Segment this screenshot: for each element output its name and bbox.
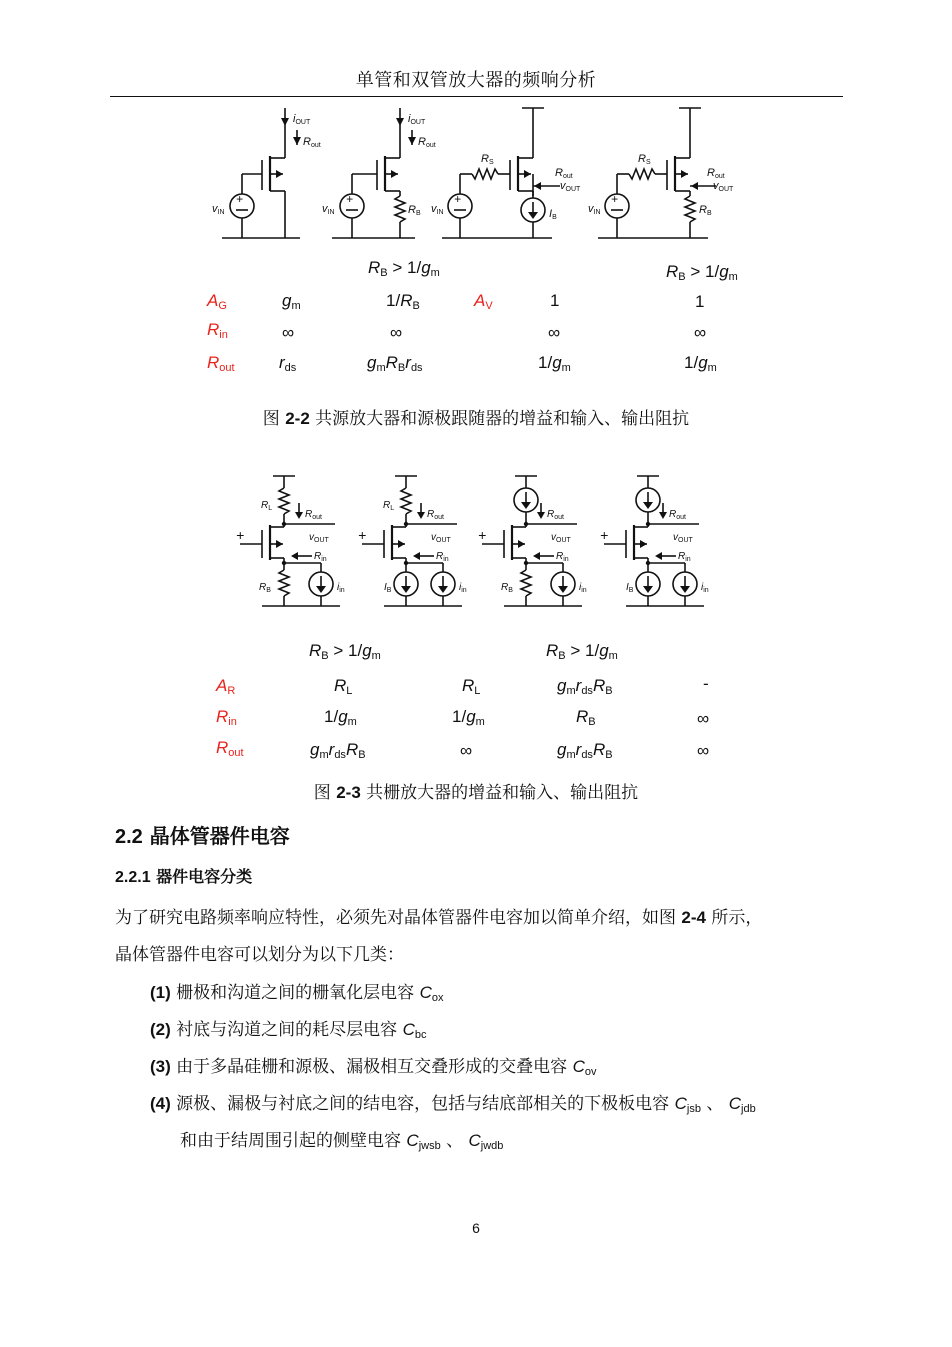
cg-circuit-1 bbox=[236, 476, 345, 606]
fig23-rin-c1: $1/g_m$ bbox=[324, 707, 357, 728]
svg-text:+: + bbox=[358, 527, 367, 543]
fig22-rin-c2: ∞ bbox=[390, 323, 403, 342]
svg-text:vOUT: $v_{OUT}$ bbox=[551, 532, 571, 544]
svg-text:IB: IB bbox=[549, 208, 557, 221]
fig22-rin-c3: ∞ bbox=[548, 323, 561, 342]
svg-text:vOUT: $v_{OUT}$ bbox=[673, 532, 693, 544]
svg-text:Rout: Rout bbox=[418, 136, 436, 149]
svg-text:+: + bbox=[346, 192, 354, 206]
fig22-ag-c3: 1 bbox=[550, 291, 560, 310]
svg-text:+: + bbox=[600, 527, 609, 543]
svg-text:iin: $i_{in}$ bbox=[701, 582, 709, 594]
cg-circuit-3 bbox=[478, 476, 587, 606]
sf-circuit-2 bbox=[588, 108, 734, 238]
fig23-ar-c2: $R_L$ bbox=[462, 676, 481, 697]
svg-text:vOUT: $v_{OUT}$ bbox=[309, 532, 329, 544]
fig23-rout-c1: $g_mr_{ds}R_B$ bbox=[310, 740, 366, 761]
svg-text:Rin: $R_{in}$ bbox=[678, 551, 691, 563]
svg-text:RL: $R_L$ bbox=[261, 500, 273, 512]
figure-2-2-caption: 图 2-2 共源放大器和源极跟随器的增益和输入、输出阻抗 bbox=[262, 409, 690, 429]
svg-text:+: + bbox=[478, 527, 487, 543]
fig22-rout-c3: $1/g_m$ bbox=[538, 353, 571, 374]
fig22-ag-c1: $g_m$ bbox=[282, 291, 301, 312]
svg-text:iin: $i_{in}$ bbox=[459, 582, 467, 594]
svg-text:Rin: $R_{in}$ bbox=[314, 551, 327, 563]
fig22-rout-c4: $1/g_m$ bbox=[684, 353, 717, 374]
sf-circuit-1 bbox=[431, 108, 581, 238]
svg-text:vIN: vIN bbox=[588, 203, 601, 216]
fig23-ar-c1: $R_L$ bbox=[334, 676, 353, 697]
svg-text:Rin: $R_{in}$ bbox=[556, 551, 569, 563]
fig23-row-label-ar: $A_R$ bbox=[216, 676, 236, 697]
svg-text:IB: $I_B$ bbox=[626, 582, 634, 594]
svg-text:Rin: $R_{in}$ bbox=[436, 551, 449, 563]
figure-2-3-caption: 图 2-3 共栅放大器的增益和输入、输出阻抗 bbox=[313, 783, 639, 803]
svg-text:Rout: Rout bbox=[303, 136, 321, 149]
svg-text:RB: $R_B$ bbox=[501, 582, 513, 594]
fig23-rout-c2: ∞ bbox=[460, 741, 473, 760]
svg-text:vOUT: vOUT bbox=[713, 180, 734, 193]
fig23-rin-c3: $R_B$ bbox=[576, 707, 596, 728]
svg-text:+: + bbox=[236, 192, 244, 206]
svg-text:iOUT: iOUT bbox=[408, 113, 426, 126]
svg-text:vIN: vIN bbox=[431, 203, 444, 216]
fig23-rout-c3: $g_mr_{ds}R_B$ bbox=[557, 740, 613, 761]
list-item-2: (2) 衬底与沟道之间的耗尽层电容 $C_{bc}$ bbox=[150, 1020, 427, 1041]
fig23-condition-col1: $R_B > 1/g_m$ bbox=[309, 641, 381, 662]
figure-2-3-circuits bbox=[0, 470, 952, 615]
list-item-1: (1) 栅极和沟道之间的栅氧化层电容 $C_{ox}$ bbox=[150, 983, 444, 1004]
svg-text:Rout: $R_{out}$ bbox=[427, 509, 444, 521]
svg-text:RB: RB bbox=[408, 204, 421, 217]
svg-text:Rout: $R_{out}$ bbox=[305, 509, 322, 521]
subsection-heading: 2.2.1 器件电容分类 bbox=[115, 867, 253, 886]
svg-text:iin: $i_{in}$ bbox=[337, 582, 345, 594]
cs-circuit-2 bbox=[322, 108, 436, 238]
svg-text:vIN: vIN bbox=[322, 203, 335, 216]
svg-text:RS: RS bbox=[638, 153, 651, 166]
fig22-rout-c1: $r_{ds}$ bbox=[279, 353, 297, 374]
header-rule bbox=[110, 96, 843, 97]
svg-text:+: + bbox=[454, 192, 462, 206]
svg-text:Rout: Rout bbox=[555, 167, 573, 180]
svg-text:Rout: Rout bbox=[707, 167, 725, 180]
svg-text:vIN: vIN bbox=[212, 203, 225, 216]
cg-circuit-2 bbox=[358, 476, 467, 606]
fig23-ar-c3: $g_mr_{ds}R_B$ bbox=[557, 676, 613, 697]
list-item-3: (3) 由于多晶硅栅和源极、漏极相互交叠形成的交叠电容 $C_{ov}$ bbox=[150, 1057, 597, 1078]
cs-circuit-1 bbox=[212, 108, 321, 238]
svg-text:Rout: $R_{out}$ bbox=[669, 509, 686, 521]
svg-text:Rout: $R_{out}$ bbox=[547, 509, 564, 521]
fig23-row-label-rout: $R_{out}$ bbox=[216, 738, 244, 759]
fig22-rin-c1: ∞ bbox=[282, 323, 295, 342]
list-item-4: (4) 源极、漏极与衬底之间的结电容，包括与结底部相关的下极板电容 $C_{jsb}$ 、 $C_{jdb}$ bbox=[150, 1094, 756, 1115]
fig23-rin-c2: $1/g_m$ bbox=[452, 707, 485, 728]
fig23-ar-c4: - bbox=[703, 674, 709, 693]
fig23-condition-col3: $R_B > 1/g_m$ bbox=[546, 641, 618, 662]
fig22-condition-col4: $R_B > 1/g_m$ bbox=[666, 262, 738, 283]
fig22-rin-c4: ∞ bbox=[694, 323, 707, 342]
svg-text:RB: $R_B$ bbox=[259, 582, 271, 594]
fig22-ag-c4: 1 bbox=[695, 292, 705, 311]
fig22-condition-col2: $R_B > 1/g_m$ bbox=[368, 258, 440, 279]
fig22-row-label-ag: $A_G$ bbox=[207, 291, 227, 312]
svg-text:RL: $R_L$ bbox=[383, 500, 395, 512]
list-item-4-continuation: 和由于结周围引起的侧壁电容 $C_{jwsb}$ 、 $C_{jwdb}$ bbox=[180, 1131, 504, 1152]
fig23-rin-c4: ∞ bbox=[697, 709, 710, 728]
fig22-row-label-av: $A_V$ bbox=[474, 291, 493, 312]
fig22-rout-c2: $g_mR_Br_{ds}$ bbox=[367, 353, 423, 374]
svg-text:vOUT: vOUT bbox=[560, 180, 581, 193]
intro-line-2: 晶体管器件电容可以划分为以下几类： bbox=[115, 945, 404, 965]
fig22-row-label-rin: $R_{in}$ bbox=[207, 320, 228, 341]
intro-line-1: 为了研究电路频率响应特性，必须先对晶体管器件电容加以简单介绍，如图 2-4 所示， bbox=[115, 908, 763, 928]
fig22-row-label-rout: $R_{out}$ bbox=[207, 353, 235, 374]
fig23-row-label-rin: $R_{in}$ bbox=[216, 707, 237, 728]
running-header: 单管和双管放大器的频响分析 bbox=[355, 70, 597, 91]
svg-text:vOUT: $v_{OUT}$ bbox=[431, 532, 451, 544]
svg-text:iin: $i_{in}$ bbox=[579, 582, 587, 594]
svg-text:+: + bbox=[236, 527, 245, 543]
section-heading: 2.2 晶体管器件电容 bbox=[115, 824, 290, 848]
fig23-rout-c4: ∞ bbox=[697, 741, 710, 760]
svg-text:RS: RS bbox=[481, 153, 494, 166]
figure-2-2-circuits bbox=[0, 100, 952, 250]
page-number: 6 bbox=[472, 1220, 480, 1236]
svg-text:RB: RB bbox=[699, 204, 712, 217]
cg-circuit-4 bbox=[600, 476, 709, 606]
fig22-ag-c2: $1/R_B$ bbox=[386, 291, 420, 312]
svg-text:+: + bbox=[611, 192, 619, 206]
svg-text:IB: $I_B$ bbox=[384, 582, 392, 594]
svg-text:iOUT: iOUT bbox=[293, 113, 311, 126]
